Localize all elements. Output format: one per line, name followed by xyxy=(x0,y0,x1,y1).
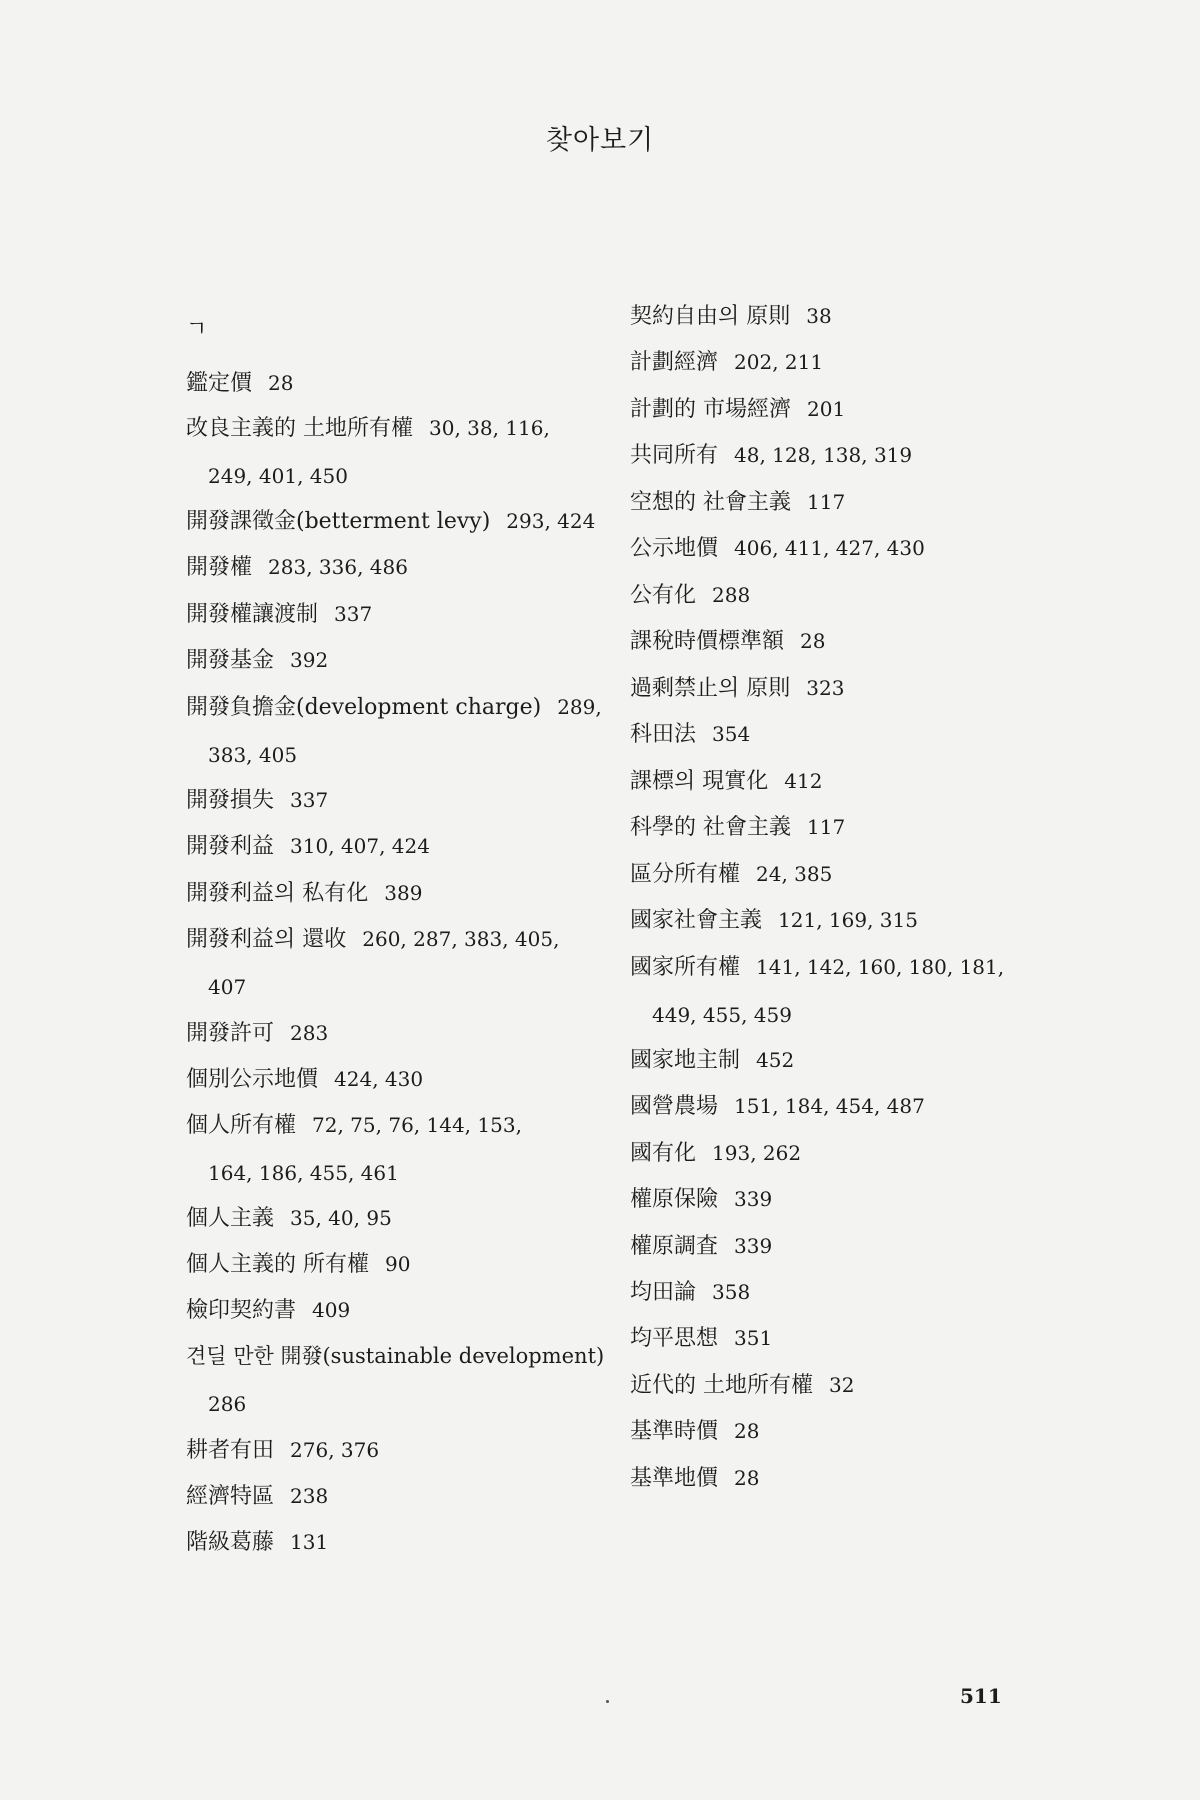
index-entry xyxy=(630,817,845,839)
entry-term: 科學的 社會主義 xyxy=(630,815,791,840)
entry-pages: 202, 211 xyxy=(734,350,824,374)
index-entry xyxy=(186,697,602,719)
entry-pages: 288 xyxy=(712,583,751,607)
index-entry xyxy=(630,1143,801,1165)
entry-pages: 276, 376 xyxy=(290,1438,380,1462)
entry-term: 計劃經濟 xyxy=(630,350,719,375)
entry-pages: 354 xyxy=(712,722,751,746)
entry-pages: 339 xyxy=(734,1187,773,1211)
index-entry xyxy=(630,306,832,328)
entry-term: 計劃的 市場經濟 xyxy=(630,397,791,422)
entry-pages: 310, 407, 424 xyxy=(290,834,430,858)
entry-term: 均田論 xyxy=(630,1280,697,1305)
entry-term: 公示地價 xyxy=(630,536,719,561)
index-entry xyxy=(186,511,595,533)
index-entry xyxy=(630,1236,772,1258)
index-entry xyxy=(630,678,844,700)
index-entry xyxy=(630,1189,772,1211)
index-entry xyxy=(630,864,832,886)
entry-pages: 339 xyxy=(734,1234,773,1258)
entry-pages: 389 xyxy=(384,881,423,905)
entry-term: 近代的 土地所有權 xyxy=(630,1373,813,1398)
entry-term: 耕者有田 xyxy=(186,1438,275,1463)
entry-term: 開發許可 xyxy=(186,1021,275,1046)
entry-pages: 121, 169, 315 xyxy=(778,908,918,932)
entry-pages: 32 xyxy=(829,1373,855,1397)
entry-pages: 28 xyxy=(268,371,294,395)
entry-term: 經濟特區 xyxy=(186,1484,275,1509)
entry-term: 均平思想 xyxy=(630,1326,719,1351)
entry-term: 權原調査 xyxy=(630,1234,719,1259)
section-letter: ㄱ xyxy=(186,317,208,342)
entry-term: 開發損失 xyxy=(186,788,275,813)
entry-term: 個人主義的 所有權 xyxy=(186,1252,369,1277)
entry-continuation: 286 xyxy=(208,1392,247,1416)
entry-term: 權原保險 xyxy=(630,1187,719,1212)
index-entry xyxy=(630,1096,925,1118)
index-entry xyxy=(186,1115,522,1137)
entry-pages: 30, 38, 116, xyxy=(429,416,550,440)
index-entry xyxy=(186,1486,328,1508)
entry-pages: 28 xyxy=(734,1419,760,1443)
entry-term: 견딜 만한 開發(sustainable development) xyxy=(186,1344,605,1368)
entry-continuation: 164, 186, 455, 461 xyxy=(208,1161,399,1185)
index-entry xyxy=(186,557,408,579)
entry-pages: 35, 40, 95 xyxy=(290,1206,392,1230)
index-entry xyxy=(186,836,430,858)
index-entry xyxy=(186,604,372,626)
entry-pages: 90 xyxy=(385,1252,411,1276)
index-entry xyxy=(186,790,328,812)
index-entry xyxy=(186,1346,604,1367)
index-entry xyxy=(630,585,750,607)
index-entry xyxy=(630,957,1004,979)
index-entry xyxy=(630,1468,759,1490)
entry-term: 階級葛藤 xyxy=(186,1530,275,1555)
entry-term: 國營農場 xyxy=(630,1094,719,1119)
index-entry xyxy=(630,492,845,514)
index-entry xyxy=(630,910,918,932)
entry-pages: 24, 385 xyxy=(756,862,833,886)
entry-pages: 452 xyxy=(756,1048,795,1072)
entry-pages: 201 xyxy=(807,397,846,421)
entry-pages: 351 xyxy=(734,1326,773,1350)
entry-pages: 38 xyxy=(806,304,832,328)
entry-pages: 358 xyxy=(712,1280,751,1304)
entry-pages: 293, 424 xyxy=(506,509,596,533)
entry-pages: 193, 262 xyxy=(712,1141,802,1165)
index-entry xyxy=(186,929,559,951)
entry-term: 改良主義的 土地所有權 xyxy=(186,416,413,441)
entry-term: 空想的 社會主義 xyxy=(630,490,791,515)
entry-pages: 131 xyxy=(290,1530,329,1554)
entry-continuation: 407 xyxy=(208,975,247,999)
entry-term: 契約自由의 原則 xyxy=(630,304,791,329)
scan-speck xyxy=(606,1700,609,1703)
entry-pages: 260, 287, 383, 405, xyxy=(362,927,560,951)
entry-pages: 117 xyxy=(807,815,846,839)
entry-term: 個人主義 xyxy=(186,1206,275,1231)
index-entry xyxy=(186,1300,350,1322)
entry-term: 開發利益 xyxy=(186,834,275,859)
entry-pages: 412 xyxy=(784,769,823,793)
entry-term: 開發權 xyxy=(186,555,253,580)
index-entry xyxy=(186,1208,392,1230)
entry-pages: 238 xyxy=(290,1484,329,1508)
entry-pages: 337 xyxy=(290,788,329,812)
entry-term: 開發利益의 私有化 xyxy=(186,881,369,906)
page-number: 511 xyxy=(960,1684,1002,1708)
entry-term: 公有化 xyxy=(630,583,697,608)
entry-pages: 117 xyxy=(807,490,846,514)
entry-term: 國有化 xyxy=(630,1141,697,1166)
entry-pages: 283, 336, 486 xyxy=(268,555,408,579)
entry-term: 開發基金 xyxy=(186,648,275,673)
entry-pages: 141, 142, 160, 180, 181, xyxy=(756,955,1005,979)
entry-term: 國家社會主義 xyxy=(630,908,763,933)
entry-continuation: 249, 401, 450 xyxy=(208,464,348,488)
entry-term: 開發課徵金(betterment levy) xyxy=(186,509,491,534)
entry-term: 基準時價 xyxy=(630,1419,719,1444)
index-entry xyxy=(630,1282,750,1304)
entry-term: 區分所有權 xyxy=(630,862,741,887)
index-entry xyxy=(630,399,845,421)
entry-term: 國家地主制 xyxy=(630,1048,741,1073)
index-entry xyxy=(186,373,293,395)
entry-term: 基準地價 xyxy=(630,1466,719,1491)
index-entry xyxy=(186,1069,423,1091)
entry-pages: 28 xyxy=(734,1466,760,1490)
index-entry xyxy=(186,1532,328,1554)
entry-pages: 406, 411, 427, 430 xyxy=(734,536,925,560)
entry-continuation: 383, 405 xyxy=(208,743,298,767)
entry-term: 個人所有權 xyxy=(186,1113,297,1138)
entry-term: 科田法 xyxy=(630,722,697,747)
index-entry xyxy=(630,1050,794,1072)
entry-pages: 289, xyxy=(557,695,602,719)
index-entry xyxy=(630,1328,772,1350)
index-entry xyxy=(630,1421,759,1443)
page-title: 찾아보기 xyxy=(545,125,655,156)
index-entry xyxy=(630,771,822,793)
index-entry xyxy=(630,1375,854,1397)
entry-term: 共同所有 xyxy=(630,443,719,468)
entry-term: 開發利益의 還收 xyxy=(186,927,347,952)
entry-pages: 323 xyxy=(806,676,845,700)
index-entry xyxy=(186,1254,410,1276)
index-entry xyxy=(630,538,925,560)
index-entry xyxy=(630,631,825,653)
index-entry xyxy=(630,445,912,467)
index-entry xyxy=(186,1023,328,1045)
entry-term: 國家所有權 xyxy=(630,955,741,980)
entry-pages: 28 xyxy=(800,629,826,653)
index-entry xyxy=(186,650,328,672)
entry-term: 檢印契約書 xyxy=(186,1298,297,1323)
index-entry xyxy=(630,724,750,746)
entry-continuation: 449, 455, 459 xyxy=(652,1003,792,1027)
entry-term: 個別公示地價 xyxy=(186,1067,319,1092)
entry-pages: 72, 75, 76, 144, 153, xyxy=(312,1113,522,1137)
index-entry xyxy=(186,883,422,905)
entry-term: 開發權讓渡制 xyxy=(186,602,319,627)
entry-pages: 283 xyxy=(290,1021,329,1045)
index-entry xyxy=(630,352,823,374)
entry-term: 開發負擔金(development charge) xyxy=(186,695,542,720)
entry-pages: 409 xyxy=(312,1298,351,1322)
entry-pages: 151, 184, 454, 487 xyxy=(734,1094,925,1118)
entry-term: 課標의 現實化 xyxy=(630,769,769,794)
entry-pages: 48, 128, 138, 319 xyxy=(734,443,913,467)
entry-term: 鑑定價 xyxy=(186,371,253,396)
entry-pages: 424, 430 xyxy=(334,1067,424,1091)
entry-pages: 337 xyxy=(334,602,373,626)
entry-pages: 392 xyxy=(290,648,329,672)
index-entry xyxy=(186,1440,379,1462)
entry-term: 課稅時價標準額 xyxy=(630,629,785,654)
entry-term: 過剩禁止의 原則 xyxy=(630,676,791,701)
index-entry xyxy=(186,418,550,440)
